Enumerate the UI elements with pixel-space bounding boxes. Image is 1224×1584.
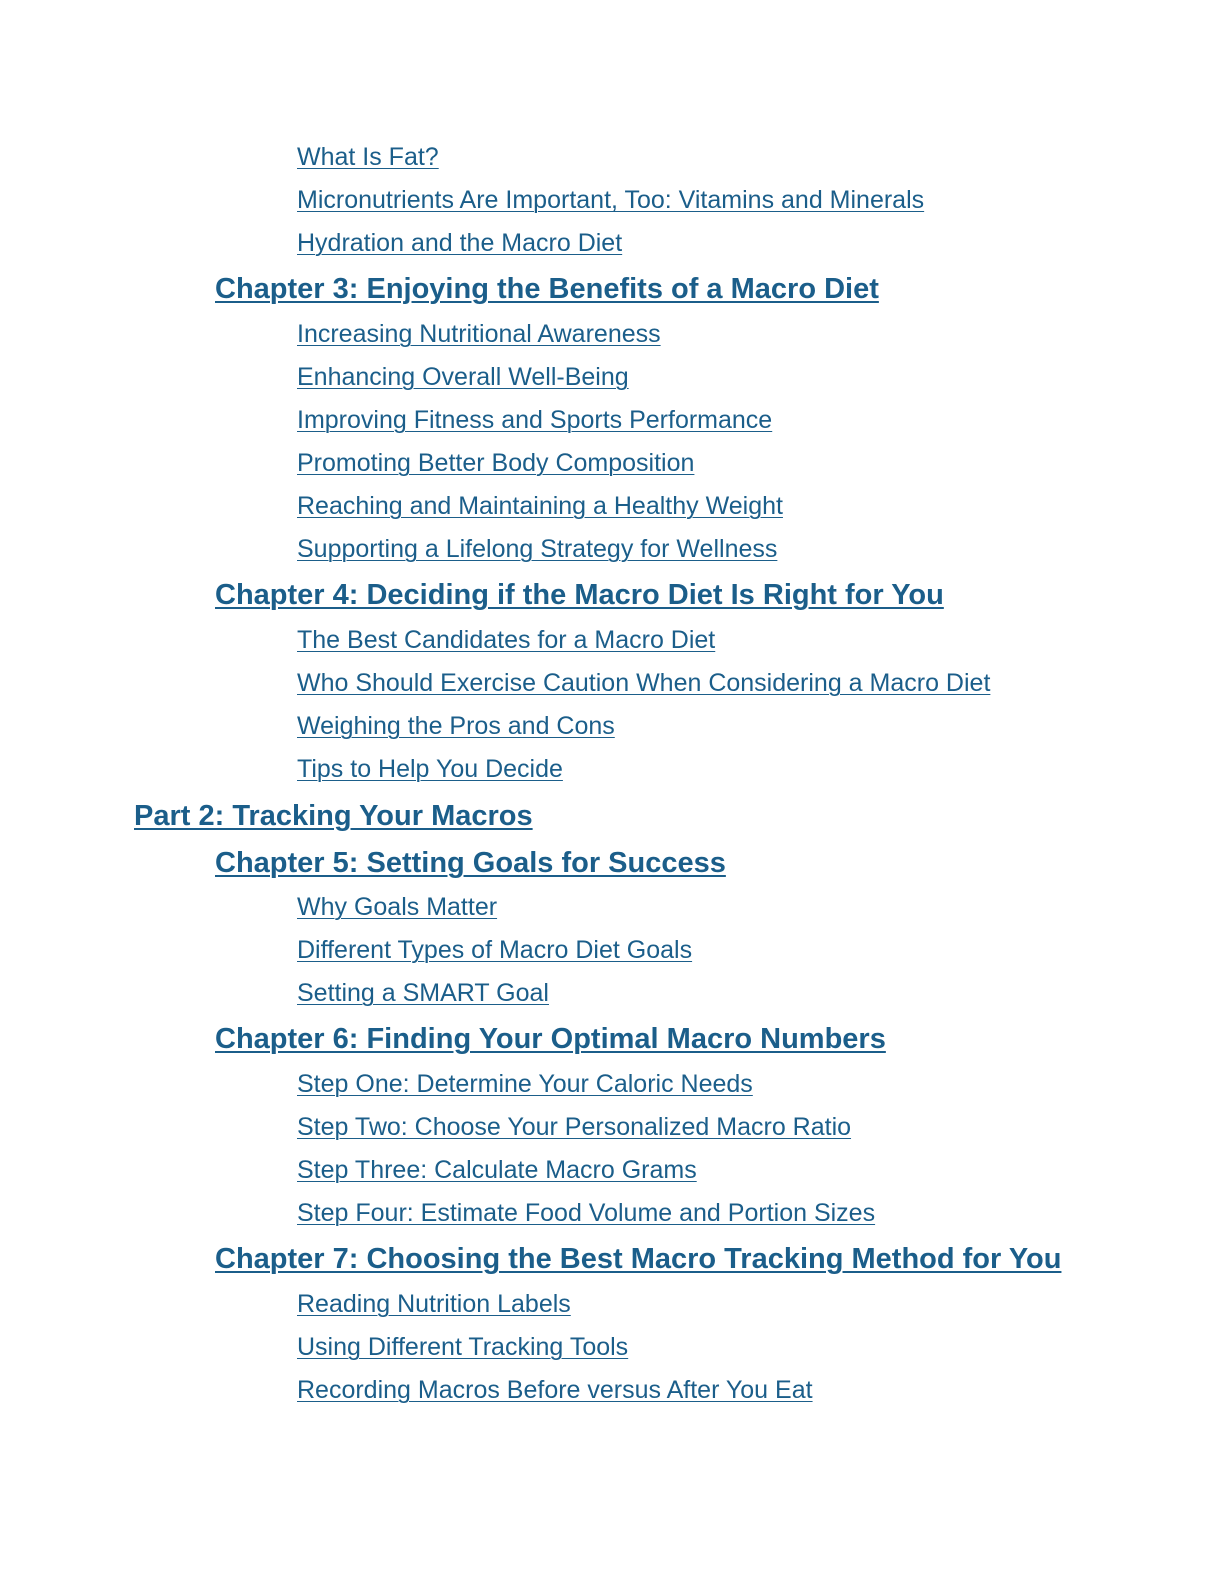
toc-section-link[interactable]: Enhancing Overall Well-Being <box>297 363 629 391</box>
toc-section-link[interactable]: Weighing the Pros and Cons <box>297 712 615 740</box>
toc-section-link[interactable]: What Is Fat? <box>297 143 439 171</box>
toc-chapter-link[interactable]: Chapter 4: Deciding if the Macro Diet Is Right for You <box>215 579 944 611</box>
toc-section-link[interactable]: Increasing Nutritional Awareness <box>297 320 661 348</box>
toc-section-link[interactable]: Who Should Exercise Caution When Considering a Macro Diet <box>297 669 991 697</box>
toc-section-link[interactable]: Reaching and Maintaining a Healthy Weight <box>297 492 783 520</box>
toc-chapter-link[interactable]: Chapter 7: Choosing the Best Macro Tracking Method for You <box>215 1243 1062 1275</box>
toc-chapter-link[interactable]: Chapter 3: Enjoying the Benefits of a Macro Diet <box>215 273 879 305</box>
toc-section-link[interactable]: Micronutrients Are Important, Too: Vitamins and Minerals <box>297 186 925 214</box>
toc-section-link[interactable]: Supporting a Lifelong Strategy for Wellness <box>297 535 778 563</box>
toc-section-link[interactable]: Different Types of Macro Diet Goals <box>297 936 693 964</box>
toc-section-link[interactable]: Setting a SMART Goal <box>297 979 549 1007</box>
toc-section-link[interactable]: Hydration and the Macro Diet <box>297 229 623 257</box>
toc-section-link[interactable]: Tips to Help You Decide <box>297 755 563 783</box>
toc-section-link[interactable]: Why Goals Matter <box>297 893 498 921</box>
toc-section-link[interactable]: Step Four: Estimate Food Volume and Portion Sizes <box>297 1199 876 1227</box>
toc-chapter-link[interactable]: Chapter 6: Finding Your Optimal Macro Numbers <box>215 1023 886 1055</box>
toc-section-link[interactable]: Using Different Tracking Tools <box>297 1333 629 1361</box>
toc-section-link[interactable]: Reading Nutrition Labels <box>297 1290 571 1318</box>
toc-section-link[interactable]: Promoting Better Body Composition <box>297 449 695 477</box>
toc-section-link[interactable]: Recording Macros Before versus After You Eat <box>297 1376 813 1404</box>
toc-section-link[interactable]: Step Three: Calculate Macro Grams <box>297 1156 697 1184</box>
toc-part-link[interactable]: Part 2: Tracking Your Macros <box>134 800 533 832</box>
toc-section-link[interactable]: Step Two: Choose Your Personalized Macro Ratio <box>297 1113 852 1141</box>
toc-section-link[interactable]: The Best Candidates for a Macro Diet <box>297 626 716 654</box>
toc-chapter-link[interactable]: Chapter 5: Setting Goals for Success <box>215 847 726 879</box>
toc-section-link[interactable]: Step One: Determine Your Caloric Needs <box>297 1070 753 1098</box>
toc-section-link[interactable]: Improving Fitness and Sports Performance <box>297 406 773 434</box>
